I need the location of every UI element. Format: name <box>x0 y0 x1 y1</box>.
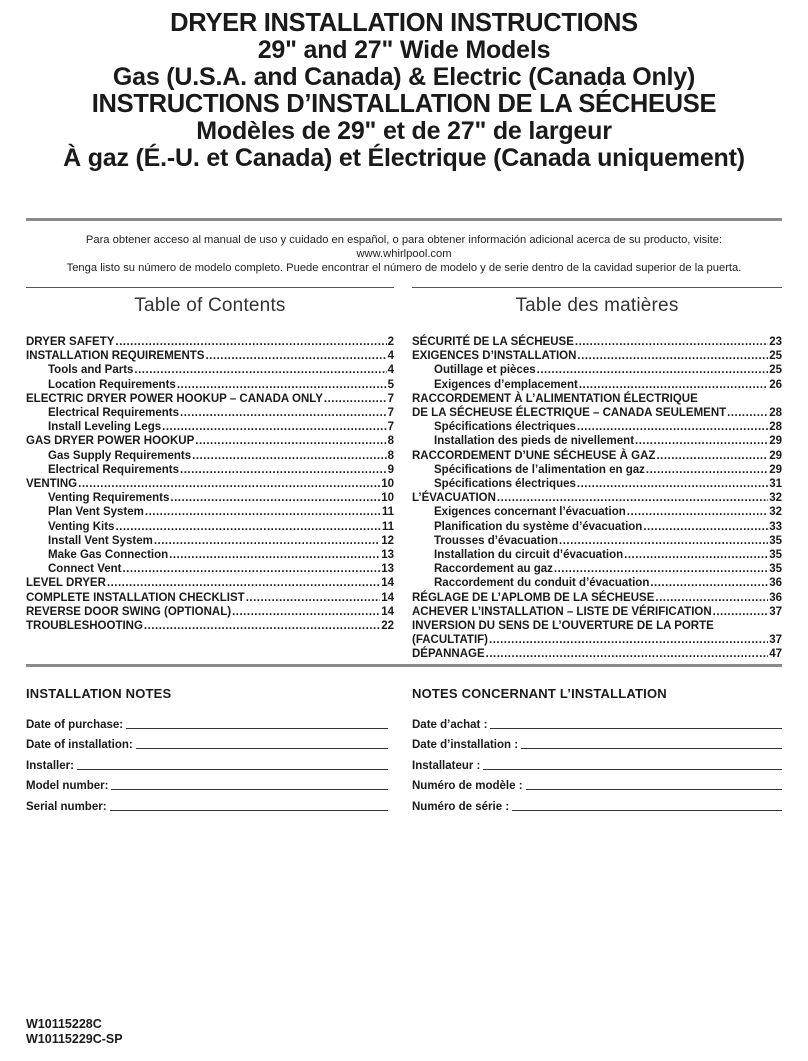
note-fill-line[interactable] <box>526 778 782 790</box>
toc-entry-label: Plan Vent System <box>48 506 144 519</box>
toc-leader-dots <box>192 449 386 463</box>
note-field <box>26 751 388 772</box>
toc-entry-label: Install Leveling Legs <box>48 421 162 434</box>
toc-entry-page: 28 <box>769 407 782 420</box>
note-fill-line[interactable] <box>521 737 782 749</box>
part-number-1: W10115228C <box>26 1017 102 1031</box>
toc-entry[interactable] <box>412 378 782 392</box>
toc-entry[interactable] <box>412 505 782 519</box>
toc-leader-dots <box>577 349 768 363</box>
toc-entry[interactable] <box>26 463 394 477</box>
toc-en-rule <box>26 287 394 288</box>
toc-leader-dots <box>145 505 381 519</box>
toc-leader-dots <box>154 534 380 548</box>
toc-entry-page: 7 <box>387 421 394 434</box>
toc-entry[interactable] <box>412 520 782 534</box>
toc-entry[interactable] <box>412 633 782 647</box>
toc-entry-page: 31 <box>769 478 782 491</box>
toc-entry-page: 5 <box>387 378 394 391</box>
toc-entry-label: COMPLETE INSTALLATION CHECKLIST <box>26 591 245 604</box>
toc-entry-page: 10 <box>381 478 394 491</box>
toc-entry[interactable] <box>26 605 394 619</box>
note-fill-line[interactable] <box>110 799 388 811</box>
toc-entry-label: Tools and Parts <box>48 364 134 377</box>
toc-leader-dots <box>177 378 387 392</box>
toc-entry[interactable] <box>412 420 782 434</box>
toc-leader-dots <box>162 420 386 434</box>
toc-entry-label: DÉPANNAGE <box>412 648 485 661</box>
toc-leader-dots <box>635 434 768 448</box>
toc-entry-page: 8 <box>387 449 394 462</box>
note-field-label: Date of purchase: <box>26 718 124 731</box>
toc-leader-dots <box>115 520 380 534</box>
toc-entry-label: Gas Supply Requirements <box>48 449 192 462</box>
toc-entry[interactable] <box>412 463 782 477</box>
toc-fr-title: Table des matières <box>515 295 679 316</box>
toc-leader-dots <box>170 491 380 505</box>
notes-en-title: INSTALLATION NOTES <box>26 686 172 701</box>
note-fill-line[interactable] <box>136 737 388 749</box>
toc-entry[interactable] <box>412 647 782 661</box>
toc-entry-page: 29 <box>769 449 782 462</box>
toc-entry-label: Install Vent System <box>48 534 153 547</box>
toc-entry[interactable] <box>412 605 782 619</box>
toc-leader-dots <box>559 534 768 548</box>
toc-leader-dots <box>486 647 769 661</box>
note-field-label: Serial number: <box>26 800 107 813</box>
intro-line-3: Tenga listo su número de modelo completo. Puede encontrar el número de modelo y de serie dentro de la cavidad superior de la puerta. <box>66 262 742 274</box>
header-divider <box>26 218 782 221</box>
toc-leader-dots <box>577 477 768 491</box>
spanish-intro <box>0 233 808 275</box>
toc-en-title: Table of Contents <box>134 295 286 316</box>
toc-entry-page: 2 <box>387 336 394 348</box>
toc-entry-label: Exigences d’emplacement <box>434 378 578 391</box>
subtitle-fuel-en: Gas (U.S.A. and Canada) & Electric (Canada Only) <box>112 63 696 91</box>
toc-leader-dots <box>575 335 768 349</box>
toc-leader-dots <box>656 449 768 463</box>
note-field-label: Installateur : <box>412 759 481 772</box>
toc-entry[interactable] <box>26 505 394 519</box>
toc-entry-page: 14 <box>381 577 394 590</box>
toc-entry-label: Trousses d’évacuation <box>434 534 558 547</box>
toc-entry-page: 8 <box>387 435 394 448</box>
toc-entry[interactable] <box>26 491 394 505</box>
toc-entry-label: Installation du circuit d’évacuation <box>434 549 624 562</box>
note-field-label: Date of installation: <box>26 739 133 751</box>
installation-notes-fr <box>412 686 782 813</box>
toc-leader-dots <box>655 591 768 605</box>
toc-leader-dots <box>169 548 380 562</box>
toc-entry-page: 35 <box>769 534 782 547</box>
toc-leader-dots <box>554 562 768 576</box>
toc-entry-label: RACCORDEMENT À L’ALIMENTATION ÉLECTRIQUE <box>412 392 698 405</box>
toc-entry-page: 25 <box>769 364 782 377</box>
toc-entry-label: Exigences concernant l’évacuation <box>434 506 626 519</box>
toc-entry[interactable] <box>26 363 394 377</box>
toc-leader-dots <box>579 378 768 392</box>
toc-entry-page: 7 <box>387 392 394 405</box>
toc-entry-label: INVERSION DU SENS DE L’OUVERTURE DE LA PORTE <box>412 620 714 633</box>
toc-entry[interactable] <box>26 420 394 434</box>
toc-entry-page: 26 <box>769 378 782 391</box>
toc-entry[interactable] <box>26 534 394 548</box>
note-fill-line[interactable] <box>126 717 388 729</box>
toc-entry-page: 29 <box>769 463 782 476</box>
toc-entry-label: Spécifications électriques <box>434 421 576 434</box>
note-field <box>412 751 782 772</box>
toc-leader-dots <box>650 576 768 590</box>
toc-entry[interactable] <box>412 392 782 406</box>
toc-leader-dots <box>205 349 386 363</box>
toc-entry-label: VENTING <box>26 478 78 491</box>
part-numbers <box>26 1017 123 1047</box>
toc-entry[interactable] <box>26 591 394 605</box>
toc-entry-label: GAS DRYER POWER HOOKUP <box>26 435 195 448</box>
subtitle-fuel-fr: À gaz (É.-U. et Canada) et Électrique (Canada uniquement) <box>63 144 745 172</box>
toc-entry-page: 25 <box>769 350 782 363</box>
toc-entry-page: 14 <box>381 591 394 604</box>
toc-entry-page: 36 <box>769 591 782 604</box>
toc-leader-dots <box>727 406 768 420</box>
toc-entry-page: 37 <box>769 634 782 647</box>
toc-leader-dots <box>497 491 768 505</box>
toc-entry-label: RÉGLAGE DE L’APLOMB DE LA SÉCHEUSE <box>412 591 655 604</box>
toc-entry[interactable] <box>412 406 782 420</box>
toc-entry-page: 14 <box>381 605 394 618</box>
toc-entry-label: EXIGENCES D’INSTALLATION <box>412 350 577 363</box>
toc-entry[interactable] <box>26 477 394 491</box>
toc-entry[interactable] <box>412 363 782 377</box>
toc-entry[interactable] <box>412 349 782 363</box>
title-fr: INSTRUCTIONS D’INSTALLATION DE LA SÉCHEUSE <box>91 90 717 118</box>
toc-leader-dots <box>180 463 387 477</box>
toc-entry[interactable] <box>412 619 782 633</box>
toc-entry-page: 37 <box>769 605 782 618</box>
note-field <box>412 710 782 731</box>
toc-entry-page: 35 <box>769 563 782 576</box>
toc-leader-dots <box>144 619 380 633</box>
toc-leader-dots <box>713 605 769 619</box>
part-number-2: W10115229C-SP <box>26 1032 123 1046</box>
toc-leader-dots <box>577 420 768 434</box>
toc-entry-page: 11 <box>381 506 394 519</box>
toc-entry-page: 13 <box>381 549 394 562</box>
toc-entry-label: ACHEVER L’INSTALLATION – LISTE DE VÉRIFICATION <box>412 605 712 618</box>
toc-leader-dots <box>627 505 768 519</box>
toc-entry[interactable] <box>26 349 394 363</box>
toc-entry-page: 10 <box>381 492 394 505</box>
note-field <box>26 772 388 793</box>
toc-entry-label: DRYER SAFETY <box>26 336 115 348</box>
toc-entry-page: 4 <box>387 350 394 363</box>
toc-entry[interactable] <box>412 491 782 505</box>
note-field-label: Date d’achat : <box>412 718 488 731</box>
note-field <box>26 731 388 752</box>
note-field <box>412 792 782 813</box>
toc-entry-label: Spécifications de l’alimentation en gaz <box>434 463 645 476</box>
toc-entry-page: 11 <box>381 520 394 533</box>
note-fill-line[interactable] <box>111 778 388 790</box>
toc-leader-dots <box>624 548 768 562</box>
notes-fr-title: NOTES CONCERNANT L’INSTALLATION <box>412 686 667 701</box>
toc-entry-label: DE LA SÉCHEUSE ÉLECTRIQUE – CANADA SEULEMENT <box>412 407 727 420</box>
note-field-label: Numéro de série : <box>412 800 510 813</box>
toc-entry[interactable] <box>412 548 782 562</box>
note-fill-line[interactable] <box>483 758 782 770</box>
note-fill-line[interactable] <box>77 758 388 770</box>
toc-entry[interactable] <box>412 534 782 548</box>
document-header <box>0 10 808 172</box>
note-field-label: Date d’installation : <box>412 739 519 751</box>
toc-entry-page: 32 <box>769 506 782 519</box>
toc-fr-list <box>412 335 782 662</box>
toc-entry-page: 7 <box>387 407 394 420</box>
toc-entry[interactable] <box>26 406 394 420</box>
toc-entry-label: Spécifications électriques <box>434 478 576 491</box>
toc-fr-rule <box>412 287 782 288</box>
toc-entry-label: Raccordement du conduit d’évacuation <box>434 577 650 590</box>
toc-entry-page: 28 <box>769 421 782 434</box>
installation-notes-en <box>26 686 388 813</box>
toc-entry[interactable] <box>26 378 394 392</box>
toc-entry-label: ELECTRIC DRYER POWER HOOKUP – CANADA ONLY <box>26 392 323 405</box>
toc-entry[interactable] <box>412 591 782 605</box>
toc-leader-dots <box>232 605 380 619</box>
toc-leader-dots <box>489 633 768 647</box>
toc-entry[interactable] <box>412 477 782 491</box>
toc-entry-label: Outillage et pièces <box>434 364 536 377</box>
toc-entry-label: INSTALLATION REQUIREMENTS <box>26 350 205 363</box>
toc-entry[interactable] <box>412 576 782 590</box>
toc-entry-label: Venting Kits <box>48 520 115 533</box>
toc-entry-page: 4 <box>387 364 394 377</box>
toc-entry[interactable] <box>26 576 394 590</box>
toc-entry[interactable] <box>26 434 394 448</box>
note-field <box>412 772 782 793</box>
toc-leader-dots <box>324 392 387 406</box>
toc-entry[interactable] <box>26 449 394 463</box>
toc-entry-label: Make Gas Connection <box>48 549 169 562</box>
toc-leader-dots <box>122 562 380 576</box>
toc-entry[interactable] <box>412 562 782 576</box>
toc-entry-page: 22 <box>381 620 394 633</box>
toc-leader-dots <box>115 335 386 349</box>
note-field <box>26 710 388 731</box>
toc-entry[interactable] <box>412 449 782 463</box>
toc-entry[interactable] <box>26 562 394 576</box>
toc-entry[interactable] <box>412 434 782 448</box>
intro-website: www.whirlpool.com <box>356 248 452 260</box>
toc-entry-label: RACCORDEMENT D’UNE SÉCHEUSE À GAZ <box>412 449 656 462</box>
toc-entry-page: 33 <box>769 520 782 533</box>
toc-entry-label: REVERSE DOOR SWING (OPTIONAL) <box>26 605 232 618</box>
note-field <box>26 792 388 813</box>
toc-entry-label: Venting Requirements <box>48 492 170 505</box>
toc-leader-dots <box>107 576 380 590</box>
intro-line-1: Para obtener acceso al manual de uso y cuidado en español, o para obtener información adicional acerca de su producto, visite: <box>85 234 723 246</box>
toc-entry[interactable] <box>26 335 394 349</box>
toc-leader-dots <box>78 477 380 491</box>
toc-leader-dots <box>643 520 768 534</box>
toc-entry-label: Raccordement au gaz <box>434 563 553 576</box>
toc-entry-page: 47 <box>769 648 782 661</box>
toc-entry-page: 9 <box>387 463 394 476</box>
toc-entry-label: Electrical Requirements <box>48 463 180 476</box>
toc-leader-dots <box>195 434 386 448</box>
toc-entry-page: 23 <box>769 336 782 348</box>
note-field-label: Installer: <box>26 759 74 772</box>
toc-entry[interactable] <box>26 520 394 534</box>
toc-en-list <box>26 335 394 633</box>
toc-entry[interactable] <box>26 548 394 562</box>
toc-entry-label: LEVEL DRYER <box>26 577 106 590</box>
toc-entry-page: 36 <box>769 577 782 590</box>
toc-entry-label: Electrical Requirements <box>48 407 180 420</box>
toc-entry[interactable] <box>412 335 782 349</box>
toc-entry-page: 35 <box>769 549 782 562</box>
toc-entry[interactable] <box>26 619 394 633</box>
toc-entry-page: 12 <box>381 534 394 547</box>
subtitle-models-en: 29" and 27" Wide Models <box>257 36 551 64</box>
toc-leader-dots <box>134 363 386 377</box>
note-field <box>412 731 782 752</box>
toc-leader-dots <box>537 363 769 377</box>
toc-entry-label: Installation des pieds de nivellement <box>434 435 635 448</box>
toc-entry-label: Planification du système d’évacuation <box>434 520 643 533</box>
toc-entry-label: SÉCURITÉ DE LA SÉCHEUSE <box>412 336 574 348</box>
toc-entry-page: 29 <box>769 435 782 448</box>
toc-en-header <box>26 287 394 317</box>
note-fill-line[interactable] <box>490 717 782 729</box>
toc-fr-header <box>412 287 782 317</box>
note-field-label: Numéro de modèle : <box>412 780 523 792</box>
toc-entry-page: 13 <box>381 563 394 576</box>
toc-leader-dots <box>646 463 768 477</box>
note-field-label: Model number: <box>26 780 109 792</box>
toc-entry-label: TROUBLESHOOTING <box>26 620 143 633</box>
toc-entry-label: Connect Vent <box>48 563 122 576</box>
toc-leader-dots <box>180 406 387 420</box>
toc-entry-label: Location Requirements <box>48 378 176 391</box>
toc-leader-dots <box>246 591 381 605</box>
toc-divider <box>26 664 782 667</box>
toc-entry[interactable] <box>26 392 394 406</box>
toc-entry-label: L’ÉVACUATION <box>412 492 496 505</box>
subtitle-models-fr: Modèles de 29" et de 27" de largeur <box>196 117 612 145</box>
toc-entry-page: 32 <box>769 492 782 505</box>
note-fill-line[interactable] <box>512 799 782 811</box>
toc-entry-label: (FACULTATIF) <box>412 634 489 647</box>
title-en: DRYER INSTALLATION INSTRUCTIONS <box>170 9 638 37</box>
